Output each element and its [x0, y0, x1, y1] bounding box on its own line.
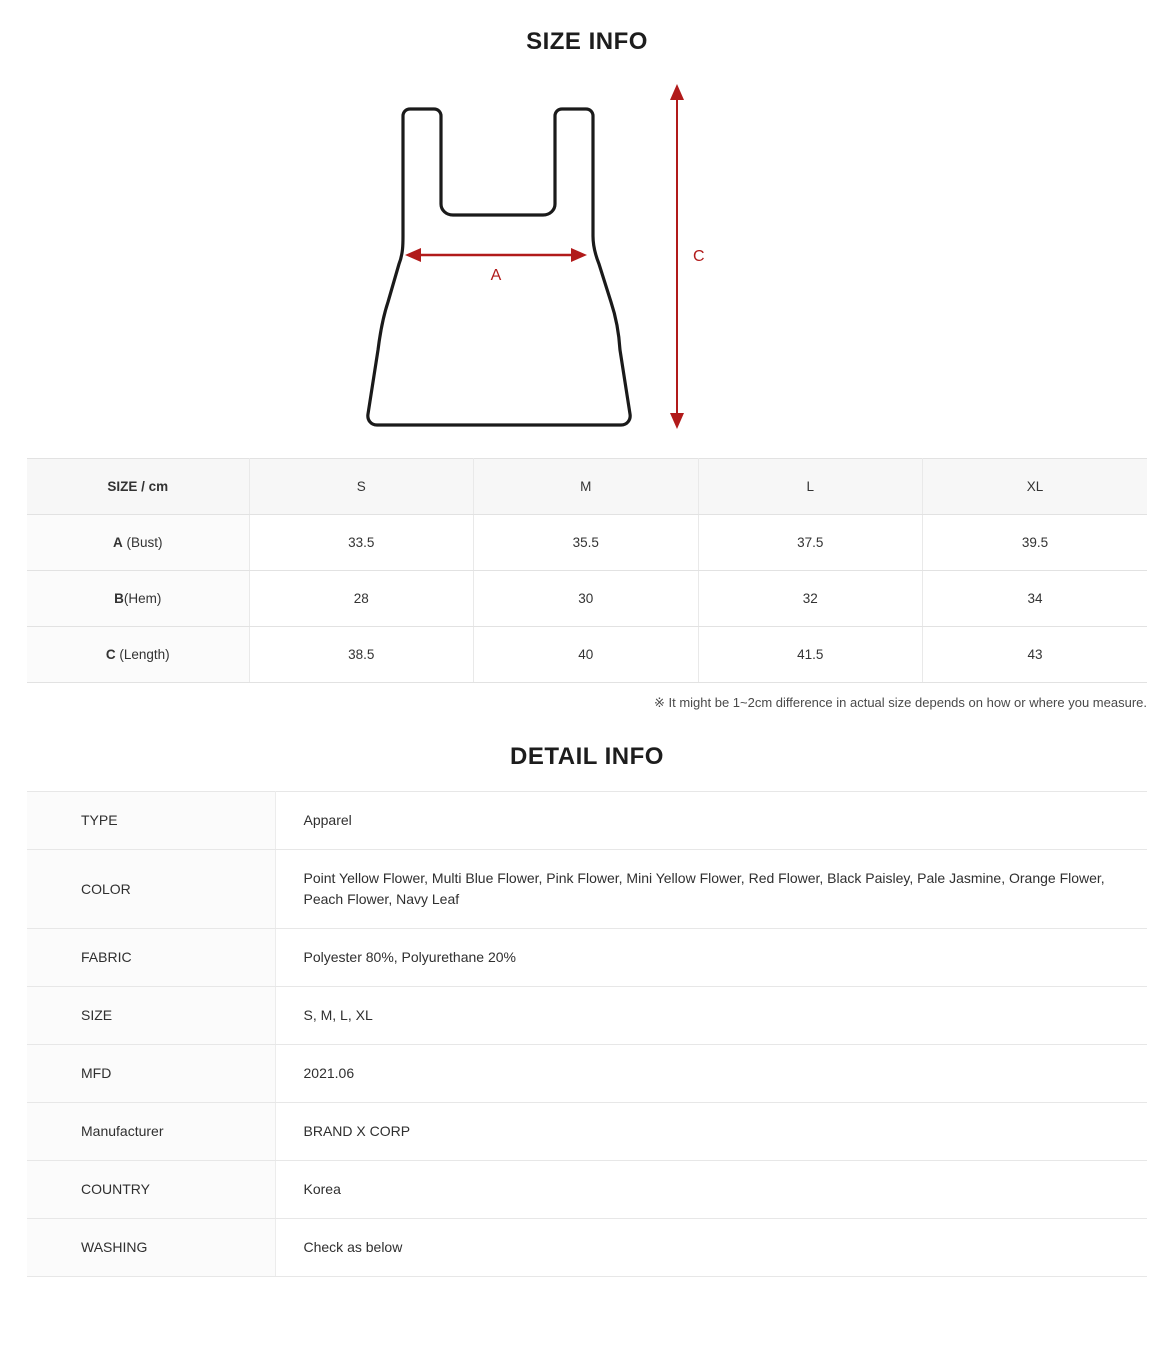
detail-label-fabric: FABRIC	[27, 929, 275, 987]
detail-label-size: SIZE	[27, 987, 275, 1045]
table-row	[27, 627, 1147, 683]
table-row	[27, 1103, 1147, 1161]
size-hem-s: 28	[249, 571, 474, 627]
size-bust-xl: 39.5	[923, 515, 1148, 571]
size-row-key-a: A	[112, 535, 123, 550]
size-row-label-hem	[27, 571, 249, 627]
detail-value-size: S, M, L, XL	[275, 987, 1147, 1045]
size-row-key-b: B	[114, 591, 124, 606]
size-table-header-l: L	[698, 459, 923, 515]
bust-measure-label: A	[490, 267, 502, 284]
detail-value-manufacturer: BRAND X CORP	[275, 1103, 1147, 1161]
table-row	[27, 1161, 1147, 1219]
table-row	[27, 792, 1147, 850]
detail-info-title: DETAIL INFO	[510, 743, 664, 770]
size-length-l: 41.5	[698, 627, 923, 683]
size-measure-note: ※ It might be 1~2cm difference in actual size depends on how or where you measure.	[653, 695, 1147, 710]
size-table-header-m: M	[474, 459, 699, 515]
detail-label-country: COUNTRY	[27, 1161, 275, 1219]
detail-table	[27, 791, 1147, 1277]
length-measure-arrow	[670, 84, 684, 429]
size-row-label-length	[27, 627, 249, 683]
size-length-s: 38.5	[249, 627, 474, 683]
size-hem-m: 30	[474, 571, 699, 627]
detail-label-mfd: MFD	[27, 1045, 275, 1103]
size-bust-l: 37.5	[698, 515, 923, 571]
detail-value-washing: Check as below	[275, 1219, 1147, 1277]
detail-value-country: Korea	[275, 1161, 1147, 1219]
table-row	[27, 515, 1147, 571]
detail-label-manufacturer: Manufacturer	[27, 1103, 275, 1161]
table-row	[27, 1045, 1147, 1103]
crop-top-diagram-svg	[207, 84, 967, 444]
table-row	[27, 850, 1147, 929]
garment-measurement-diagram	[0, 84, 1174, 444]
detail-label-type: TYPE	[27, 792, 275, 850]
size-row-label-bust	[27, 515, 249, 571]
size-bust-m: 35.5	[474, 515, 699, 571]
detail-label-color: COLOR	[27, 850, 275, 929]
length-measure-label: C	[693, 248, 705, 265]
size-row-name-length: (Length)	[115, 647, 170, 662]
size-table-header-unit: SIZE / cm	[27, 459, 249, 515]
detail-value-mfd: 2021.06	[275, 1045, 1147, 1103]
size-table-header-row	[27, 459, 1147, 515]
detail-value-color: Point Yellow Flower, Multi Blue Flower, Pink Flower, Mini Yellow Flower, Red Flower, Black Paisley, Pale Jasmine, Orange Flower, Peach Flower, Navy Leaf	[275, 850, 1147, 929]
size-table-header-xl: XL	[923, 459, 1148, 515]
size-length-xl: 43	[923, 627, 1148, 683]
size-hem-xl: 34	[923, 571, 1148, 627]
detail-value-fabric: Polyester 80%, Polyurethane 20%	[275, 929, 1147, 987]
table-row	[27, 929, 1147, 987]
table-row	[27, 987, 1147, 1045]
size-row-name-hem: (Hem)	[123, 591, 162, 606]
size-info-title: SIZE INFO	[526, 28, 648, 55]
detail-value-type: Apparel	[275, 792, 1147, 850]
size-bust-s: 33.5	[249, 515, 474, 571]
size-length-m: 40	[474, 627, 699, 683]
table-row	[27, 571, 1147, 627]
size-detail-page	[0, 28, 1174, 1277]
size-table-header-s: S	[249, 459, 474, 515]
size-row-name-bust: (Bust)	[122, 535, 163, 550]
size-table	[27, 458, 1147, 683]
table-row	[27, 1219, 1147, 1277]
size-hem-l: 32	[698, 571, 923, 627]
size-row-key-c: C	[105, 647, 116, 662]
detail-label-washing: WASHING	[27, 1219, 275, 1277]
